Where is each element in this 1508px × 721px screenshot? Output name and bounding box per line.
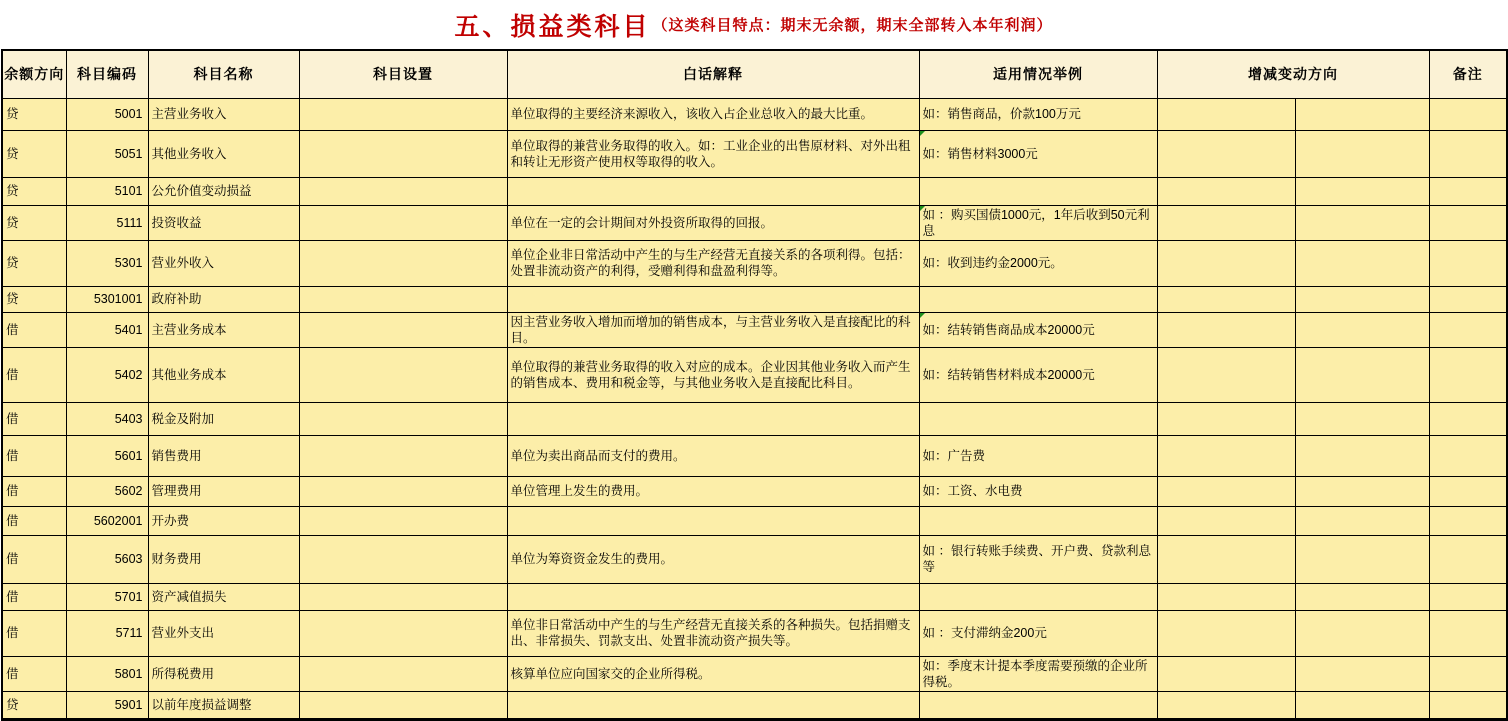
change-direction-cell-1[interactable]	[1157, 177, 1295, 205]
header-subject-name[interactable]: 科目名称	[148, 50, 299, 98]
subjects-table	[1, 49, 1508, 721]
change-direction-cell-2[interactable]	[1295, 610, 1429, 656]
plain-explanation-cell[interactable]: 单位在一定的会计期间对外投资所取得的回报。	[507, 205, 919, 240]
subject-setup-cell[interactable]	[299, 506, 507, 535]
plain-explanation-cell[interactable]	[507, 402, 919, 435]
table-row	[2, 583, 1507, 610]
example-cell[interactable]: 如：销售商品，价款100万元	[919, 98, 1157, 130]
subject-name-cell[interactable]: 营业外支出	[148, 610, 299, 656]
balance-direction-cell[interactable]: 借	[2, 402, 66, 435]
change-direction-cell-1[interactable]	[1157, 286, 1295, 312]
example-cell[interactable]: 如 ：购买国债1000元，1年后收到50元利息	[919, 205, 1157, 240]
subject-code-cell[interactable]: 5711	[66, 610, 148, 656]
remark-cell[interactable]	[1429, 535, 1507, 583]
change-direction-cell-1[interactable]	[1157, 130, 1295, 177]
header-change-direction[interactable]: 增减变动方向	[1157, 50, 1429, 98]
change-direction-cell-2[interactable]	[1295, 347, 1429, 402]
example-cell[interactable]	[919, 177, 1157, 205]
subject-code-cell[interactable]: 5301001	[66, 286, 148, 312]
header-row	[2, 50, 1507, 98]
plain-explanation-cell[interactable]: 单位为卖出商品而支付的费用。	[507, 435, 919, 476]
page-title-sub: （这类科目特点：期末无余额，期末全部转入本年利润）	[652, 17, 1053, 34]
subject-name-cell[interactable]: 管理费用	[148, 476, 299, 506]
subject-name-cell[interactable]: 政府补助	[148, 286, 299, 312]
change-direction-cell-2[interactable]	[1295, 583, 1429, 610]
table-row	[2, 98, 1507, 130]
subject-setup-cell[interactable]	[299, 435, 507, 476]
remark-cell[interactable]	[1429, 130, 1507, 177]
example-cell[interactable]: 如：结转销售材料成本20000元	[919, 347, 1157, 402]
plain-explanation-cell[interactable]	[507, 691, 919, 719]
subject-setup-cell[interactable]	[299, 402, 507, 435]
remark-cell[interactable]	[1429, 312, 1507, 347]
change-direction-cell-1[interactable]	[1157, 476, 1295, 506]
subject-name-cell[interactable]: 所得税费用	[148, 656, 299, 691]
subject-setup-cell[interactable]	[299, 98, 507, 130]
plain-explanation-cell[interactable]: 单位取得的兼营业务取得的收入对应的成本。企业因其他业务收入而产生的销售成本、费用和税金等，与其他业务收入是直接配比科目。	[507, 347, 919, 402]
subject-code-cell[interactable]: 5602001	[66, 506, 148, 535]
change-direction-cell-1[interactable]	[1157, 656, 1295, 691]
table-row	[2, 130, 1507, 177]
plain-explanation-cell[interactable]: 单位为筹资资金发生的费用。	[507, 535, 919, 583]
subject-code-cell[interactable]: 5401	[66, 312, 148, 347]
comment-indicator-icon	[920, 131, 925, 136]
change-direction-cell-2[interactable]	[1295, 656, 1429, 691]
subject-name-cell[interactable]: 主营业务收入	[148, 98, 299, 130]
table-row	[2, 205, 1507, 240]
subject-setup-cell[interactable]	[299, 177, 507, 205]
remark-cell[interactable]	[1429, 610, 1507, 656]
table-row	[2, 691, 1507, 719]
balance-direction-cell[interactable]: 贷	[2, 691, 66, 719]
subject-setup-cell[interactable]	[299, 312, 507, 347]
change-direction-cell-2[interactable]	[1295, 240, 1429, 286]
example-cell[interactable]: 如：销售材料3000元	[919, 130, 1157, 177]
header-remark[interactable]: 备注	[1429, 50, 1507, 98]
subject-name-cell[interactable]: 财务费用	[148, 535, 299, 583]
remark-cell[interactable]	[1429, 205, 1507, 240]
change-direction-cell-2[interactable]	[1295, 286, 1429, 312]
plain-explanation-cell[interactable]	[507, 286, 919, 312]
subject-code-cell[interactable]: 5051	[66, 130, 148, 177]
remark-cell[interactable]	[1429, 583, 1507, 610]
example-cell[interactable]	[919, 402, 1157, 435]
table-row	[2, 177, 1507, 205]
subject-setup-cell[interactable]	[299, 347, 507, 402]
example-cell[interactable]: 如：季度末计提本季度需要预缴的企业所得税。	[919, 656, 1157, 691]
balance-direction-cell[interactable]: 贷	[2, 130, 66, 177]
subject-code-cell[interactable]: 5101	[66, 177, 148, 205]
change-direction-cell-2[interactable]	[1295, 435, 1429, 476]
page-title-main: 五、损益类科目	[454, 12, 651, 41]
table-row	[2, 240, 1507, 286]
change-direction-cell-2[interactable]	[1295, 98, 1429, 130]
example-cell[interactable]: 如：广告费	[919, 435, 1157, 476]
remark-cell[interactable]	[1429, 506, 1507, 535]
plain-explanation-cell[interactable]: 单位非日常活动中产生的与生产经营无直接关系的各种损失。包括捐赠支出、非常损失、罚款支出、处置非流动资产损失等。	[507, 610, 919, 656]
remark-cell[interactable]	[1429, 476, 1507, 506]
subject-code-cell[interactable]: 5111	[66, 205, 148, 240]
balance-direction-cell[interactable]: 贷	[2, 205, 66, 240]
change-direction-cell-2[interactable]	[1295, 130, 1429, 177]
subject-name-cell[interactable]: 开办费	[148, 506, 299, 535]
change-direction-cell-2[interactable]	[1295, 177, 1429, 205]
table-row	[2, 286, 1507, 312]
subject-setup-cell[interactable]	[299, 610, 507, 656]
change-direction-cell-1[interactable]	[1157, 347, 1295, 402]
subject-name-cell[interactable]: 公允价值变动损益	[148, 177, 299, 205]
subject-name-cell[interactable]: 投资收益	[148, 205, 299, 240]
change-direction-cell-1[interactable]	[1157, 240, 1295, 286]
remark-cell[interactable]	[1429, 691, 1507, 719]
plain-explanation-cell[interactable]	[507, 177, 919, 205]
subject-code-cell[interactable]: 5001	[66, 98, 148, 130]
table-row	[2, 402, 1507, 435]
example-cell[interactable]	[919, 286, 1157, 312]
subject-code-cell[interactable]: 5603	[66, 535, 148, 583]
remark-cell[interactable]	[1429, 656, 1507, 691]
plain-explanation-cell[interactable]: 单位管理上发生的费用。	[507, 476, 919, 506]
header-subject-setup[interactable]: 科目设置	[299, 50, 507, 98]
subject-setup-cell[interactable]	[299, 691, 507, 719]
example-cell[interactable]: 如 ：银行转账手续费、开户费、贷款利息等	[919, 535, 1157, 583]
plain-explanation-cell[interactable]: 单位企业非日常活动中产生的与生产经营无直接关系的各项利得。包括：处置非流动资产的利得，受赠利得和盘盈利得等。	[507, 240, 919, 286]
change-direction-cell-2[interactable]	[1295, 402, 1429, 435]
subject-name-cell[interactable]: 税金及附加	[148, 402, 299, 435]
subject-setup-cell[interactable]	[299, 205, 507, 240]
header-plain-explanation[interactable]: 白话解释	[507, 50, 919, 98]
balance-direction-cell[interactable]: 贷	[2, 177, 66, 205]
remark-cell[interactable]	[1429, 240, 1507, 286]
change-direction-cell-1[interactable]	[1157, 535, 1295, 583]
change-direction-cell-2[interactable]	[1295, 691, 1429, 719]
change-direction-cell-1[interactable]	[1157, 435, 1295, 476]
subject-setup-cell[interactable]	[299, 476, 507, 506]
remark-cell[interactable]	[1429, 98, 1507, 130]
example-cell[interactable]: 如：工资、水电费	[919, 476, 1157, 506]
subject-setup-cell[interactable]	[299, 535, 507, 583]
subject-name-cell[interactable]: 主营业务成本	[148, 312, 299, 347]
balance-direction-cell[interactable]: 借	[2, 535, 66, 583]
page-title	[0, 0, 1507, 49]
comment-indicator-icon	[920, 206, 925, 211]
header-subject-code[interactable]: 科目编码	[66, 50, 148, 98]
example-cell[interactable]: 如：结转销售商品成本20000元	[919, 312, 1157, 347]
subject-code-cell[interactable]: 5701	[66, 583, 148, 610]
remark-cell[interactable]	[1429, 435, 1507, 476]
plain-explanation-cell[interactable]: 单位取得的主要经济来源收入，该收入占企业总收入的最大比重。	[507, 98, 919, 130]
header-balance-direction[interactable]: 余额方向	[2, 50, 66, 98]
balance-direction-cell[interactable]: 借	[2, 312, 66, 347]
table-row	[2, 656, 1507, 691]
table-row	[2, 347, 1507, 402]
plain-explanation-cell[interactable]: 因主营业务收入增加而增加的销售成本，与主营业务收入是直接配比的科目。	[507, 312, 919, 347]
change-direction-cell-1[interactable]	[1157, 691, 1295, 719]
plain-explanation-cell[interactable]: 单位取得的兼营业务取得的收入。如：工业企业的出售原材料、对外出租和转让无形资产使用权等取得的收入。	[507, 130, 919, 177]
table-row	[2, 610, 1507, 656]
plain-explanation-cell[interactable]	[507, 506, 919, 535]
plain-explanation-cell[interactable]	[507, 583, 919, 610]
change-direction-cell-1[interactable]	[1157, 205, 1295, 240]
change-direction-cell-2[interactable]	[1295, 506, 1429, 535]
remark-cell[interactable]	[1429, 286, 1507, 312]
change-direction-cell-1[interactable]	[1157, 312, 1295, 347]
example-cell[interactable]: 如 ：支付滞纳金200元	[919, 610, 1157, 656]
change-direction-cell-2[interactable]	[1295, 312, 1429, 347]
subject-code-cell[interactable]: 5901	[66, 691, 148, 719]
balance-direction-cell[interactable]: 借	[2, 506, 66, 535]
plain-explanation-cell[interactable]: 核算单位应向国家交的企业所得税。	[507, 656, 919, 691]
subject-setup-cell[interactable]	[299, 130, 507, 177]
subject-code-cell[interactable]: 5403	[66, 402, 148, 435]
change-direction-cell-2[interactable]	[1295, 205, 1429, 240]
balance-direction-cell[interactable]: 借	[2, 656, 66, 691]
subject-setup-cell[interactable]	[299, 583, 507, 610]
table-row	[2, 312, 1507, 347]
remark-cell[interactable]	[1429, 177, 1507, 205]
subject-code-cell[interactable]: 5402	[66, 347, 148, 402]
subject-setup-cell[interactable]	[299, 286, 507, 312]
subject-name-cell[interactable]: 其他业务成本	[148, 347, 299, 402]
change-direction-cell-1[interactable]	[1157, 583, 1295, 610]
subject-name-cell[interactable]: 销售费用	[148, 435, 299, 476]
remark-cell[interactable]	[1429, 347, 1507, 402]
table-row	[2, 476, 1507, 506]
subject-code-cell[interactable]: 5801	[66, 656, 148, 691]
subject-setup-cell[interactable]	[299, 240, 507, 286]
balance-direction-cell[interactable]: 借	[2, 435, 66, 476]
example-cell[interactable]	[919, 691, 1157, 719]
balance-direction-cell[interactable]: 借	[2, 347, 66, 402]
change-direction-cell-1[interactable]	[1157, 610, 1295, 656]
subject-name-cell[interactable]: 以前年度损益调整	[148, 691, 299, 719]
subject-name-cell[interactable]: 营业外收入	[148, 240, 299, 286]
change-direction-cell-1[interactable]	[1157, 98, 1295, 130]
change-direction-cell-2[interactable]	[1295, 535, 1429, 583]
balance-direction-cell[interactable]: 贷	[2, 240, 66, 286]
table-row	[2, 435, 1507, 476]
subject-name-cell[interactable]: 其他业务收入	[148, 130, 299, 177]
subject-setup-cell[interactable]	[299, 656, 507, 691]
subject-code-cell[interactable]: 5301	[66, 240, 148, 286]
balance-direction-cell[interactable]: 贷	[2, 98, 66, 130]
change-direction-cell-1[interactable]	[1157, 402, 1295, 435]
balance-direction-cell[interactable]: 借	[2, 476, 66, 506]
subject-table-body	[2, 98, 1507, 719]
example-cell[interactable]: 如：收到违约金2000元。	[919, 240, 1157, 286]
header-applicable-example[interactable]: 适用情况举例	[919, 50, 1157, 98]
subject-code-cell[interactable]: 5601	[66, 435, 148, 476]
comment-indicator-icon	[920, 313, 925, 318]
change-direction-cell-2[interactable]	[1295, 476, 1429, 506]
change-direction-cell-1[interactable]	[1157, 506, 1295, 535]
example-cell[interactable]	[919, 583, 1157, 610]
example-cell[interactable]	[919, 506, 1157, 535]
table-row	[2, 506, 1507, 535]
balance-direction-cell[interactable]: 借	[2, 583, 66, 610]
remark-cell[interactable]	[1429, 402, 1507, 435]
table-row	[2, 535, 1507, 583]
balance-direction-cell[interactable]: 借	[2, 610, 66, 656]
balance-direction-cell[interactable]: 贷	[2, 286, 66, 312]
subject-name-cell[interactable]: 资产减值损失	[148, 583, 299, 610]
subject-code-cell[interactable]: 5602	[66, 476, 148, 506]
